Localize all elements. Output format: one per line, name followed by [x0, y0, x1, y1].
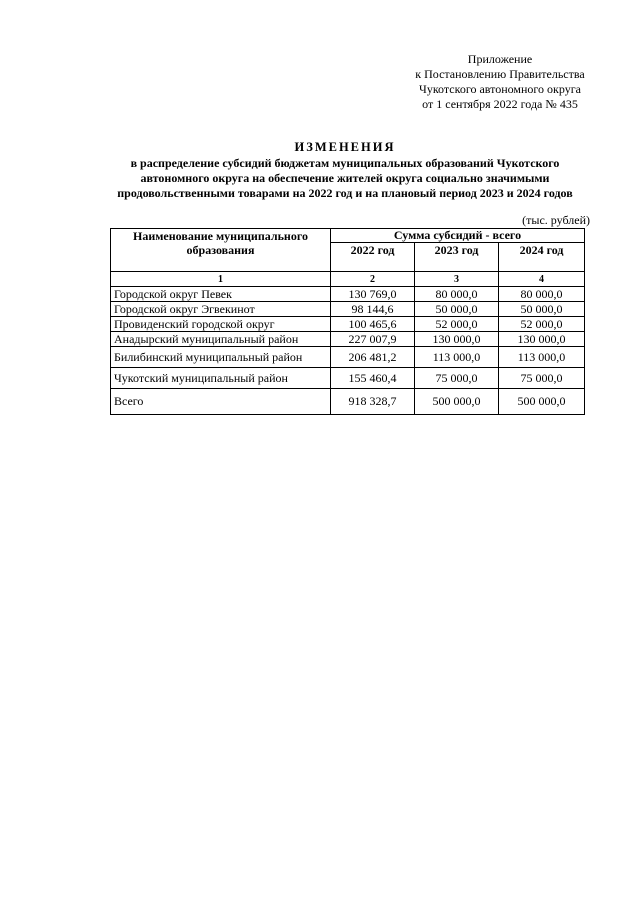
- municipality-name: Билибинский муниципальный район: [111, 347, 331, 368]
- municipality-column-header: Наименование муниципального образования: [111, 229, 331, 272]
- heading-line: в распределение субсидий бюджетам муниципальных образований Чукотского: [130, 156, 560, 170]
- total-2023: 500 000,0: [415, 389, 499, 415]
- value-2024: 75 000,0: [499, 368, 585, 389]
- table-row: [111, 302, 585, 317]
- value-2024: 80 000,0: [499, 287, 585, 302]
- value-2023: 52 000,0: [415, 317, 499, 332]
- value-2022: 130 769,0: [331, 287, 415, 302]
- year-header-2024: 2024 год: [499, 243, 585, 272]
- value-2023: 50 000,0: [415, 302, 499, 317]
- total-label: Всего: [111, 389, 331, 415]
- municipality-name: Анадырский муниципальный район: [111, 332, 331, 347]
- year-header-2023: 2023 год: [415, 243, 499, 272]
- heading-line: автономного округа на обеспечение жителей округа социально значимыми: [140, 171, 550, 185]
- value-2022: 100 465,6: [331, 317, 415, 332]
- subsidy-table: [110, 228, 585, 415]
- column-number: 3: [415, 272, 499, 287]
- value-2023: 113 000,0: [415, 347, 499, 368]
- value-2024: 52 000,0: [499, 317, 585, 332]
- document-heading: [80, 140, 610, 201]
- total-2024: 500 000,0: [499, 389, 585, 415]
- column-number: 4: [499, 272, 585, 287]
- appendix-line: Приложение: [467, 52, 533, 66]
- table-row: [111, 287, 585, 302]
- value-2024: 130 000,0: [499, 332, 585, 347]
- subsidy-sum-header: Сумма субсидий - всего: [331, 229, 585, 243]
- value-2022: 206 481,2: [331, 347, 415, 368]
- value-2023: 130 000,0: [415, 332, 499, 347]
- total-row: [111, 389, 585, 415]
- value-2022: 155 460,4: [331, 368, 415, 389]
- table-row: [111, 332, 585, 347]
- municipality-name: Провиденский городской округ: [111, 317, 331, 332]
- appendix-line: к Постановлению Правительства: [415, 67, 585, 81]
- municipality-name: Городской округ Певек: [111, 287, 331, 302]
- column-number: 1: [111, 272, 331, 287]
- value-2022: 227 007,9: [331, 332, 415, 347]
- appendix-line: Чукотского автономного округа: [419, 82, 581, 96]
- value-2023: 75 000,0: [415, 368, 499, 389]
- table-row: [111, 317, 585, 332]
- table-row: [111, 368, 585, 389]
- value-2024: 113 000,0: [499, 347, 585, 368]
- unit-note: (тыс. рублей): [522, 213, 590, 227]
- table-row: [111, 347, 585, 368]
- year-header-2022: 2022 год: [331, 243, 415, 272]
- municipality-name: Чукотский муниципальный район: [111, 368, 331, 389]
- value-2023: 80 000,0: [415, 287, 499, 302]
- total-2022: 918 328,7: [331, 389, 415, 415]
- value-2022: 98 144,6: [331, 302, 415, 317]
- heading-line: продовольственными товарами на 2022 год и на плановый период 2023 и 2024 годов: [117, 186, 573, 200]
- column-number: 2: [331, 272, 415, 287]
- document-title: ИЗМЕНЕНИЯ: [294, 140, 396, 154]
- appendix-block: [395, 52, 605, 112]
- appendix-line: от 1 сентября 2022 года № 435: [422, 97, 578, 111]
- municipality-name: Городской округ Эгвекинот: [111, 302, 331, 317]
- value-2024: 50 000,0: [499, 302, 585, 317]
